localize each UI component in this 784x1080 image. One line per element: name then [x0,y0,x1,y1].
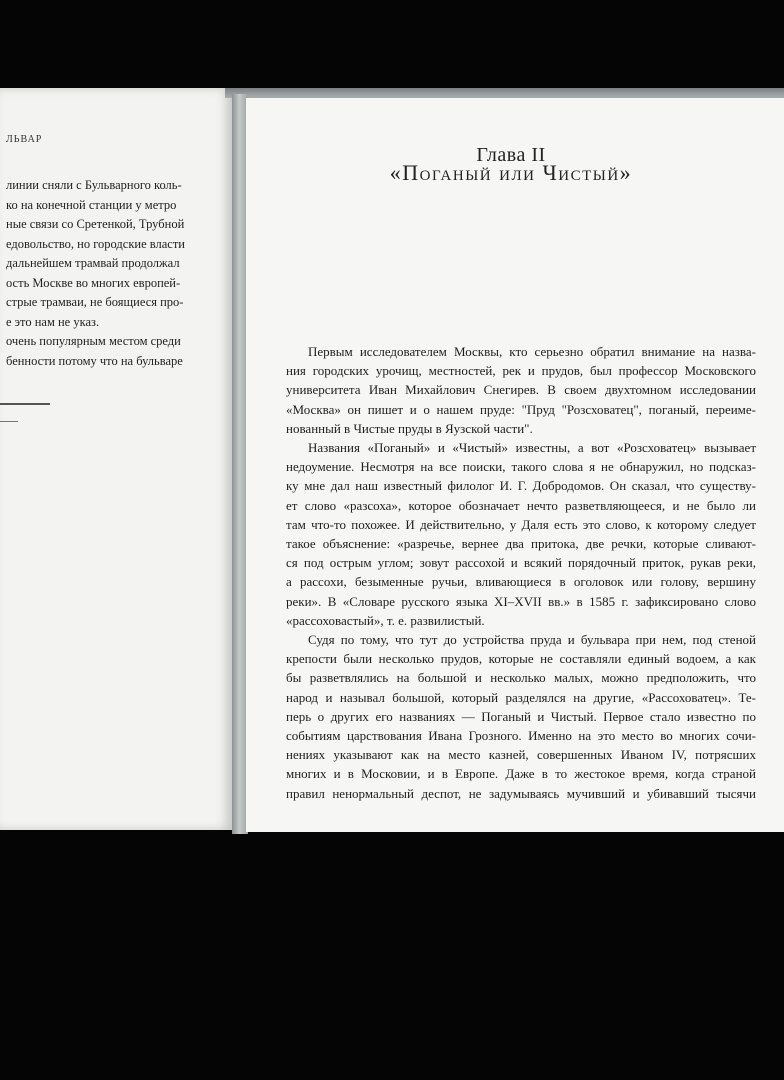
text-line: крепости были несколько прудов, которые не составляли единый водоем, а как [286,651,756,667]
left-page [0,88,232,830]
text-line: недоумение. Несмотря на все поиски, такого слова я не обнаружил, но подсказ- [286,459,756,475]
text-line: перь о других его названиях — Поганый и Чистый. Первое стало известно по [286,708,756,724]
text-line: ся под острым углом; зовут рассохой и всякий порядочный приток, рукав реки, [286,555,756,571]
text-line: там что-то похожее. И действительно, у Даля есть это слово, к которому следует [286,516,756,532]
text-line: нованный в Чистые пруды в Яузской части". [286,420,533,436]
body-text [286,342,756,803]
text-line: ет слово «разсоха», которое обозначает нечто разветвляющееся, и не было ли [286,497,756,513]
text-line: ость Москве во многих европей- [6,275,181,290]
text-line: «рассоховастый», т. е. развилистый. [286,612,485,628]
chapter-title: «Поганый или Чистый» [389,160,633,185]
chapter-label: Глава II [476,144,546,166]
text-line: е это нам не указ. [6,314,100,329]
text-line: едовольство, но городские власти [6,236,185,251]
text-line: ния городских урочищ, местностей, рек и прудов, был профессор Московского [286,363,756,379]
text-line: а рассохи, безыменные ручьи, вливающиеся в оголовок или голову, вершину [286,574,756,590]
text-line: ку мне дал наш известный филолог И. Г. Добродомов. Он сказал, что существу- [286,478,756,494]
text-line: дальнейшем трамвай продолжал [6,256,180,270]
text-line: Названия «Поганый» и «Чистый» известны, а вот «Розсховатец» вызывает [308,440,756,456]
text-line: «Москва» он пишет и о нашем пруде: "Пруд "Розсховатец", поганый, переиме- [286,401,756,417]
text-line: правил ненормальный деспот, не задумываясь мучивший и убивавший тысячи [286,785,756,801]
text-line: ко на конечной станции у метро [6,197,177,212]
left-page-text [6,176,206,371]
text-line: событиям царствования Ивана Грозного. Именно на это место во многих сочи- [286,728,756,744]
text-line: ные связи со Сретенкой, Трубной [6,217,185,231]
running-header: ЛЬВАР [6,134,43,145]
right-page [246,98,784,832]
text-line: бенности потому что на бульваре [6,353,183,368]
text-line: многих и в Московии, и в Европе. Даже в то жестокое время, когда страной [286,766,756,782]
text-line: линии сняли с Бульварного коль- [6,178,182,192]
text-line: реки». В «Словаре русского языка XI–XVII вв.» в 1585 г. зафиксировано слово [286,593,756,609]
divider [0,403,50,405]
text-line: нениях указывают как на место казней, совершенных Иваном IV, потрясших [286,747,756,763]
text-line: народ и называл большой, который разделялся на другие, «Рассоховатец». Те- [286,689,756,705]
text-line: Первым исследователем Москвы, кто серьезно обратил внимание на назва- [308,344,756,359]
text-line: очень популярным местом среди [6,334,181,348]
text-line: бы разветвлялись на большой и несколько малых, можно предположить, что [286,670,756,686]
text-line: университета Иван Михайлович Снегирев. В своем двухтомном исследовании [286,382,756,398]
text-line: Судя по тому, что тут до устройства пруда и бульвара при нем, под стеной [308,632,756,648]
divider [0,421,18,422]
text-line: стрые трамваи, не боящиеся про- [6,295,184,309]
book-edge [225,88,784,98]
text-line: такое объяснение: «разречье, вернее два притока, две речки, которые сливают- [286,536,756,552]
